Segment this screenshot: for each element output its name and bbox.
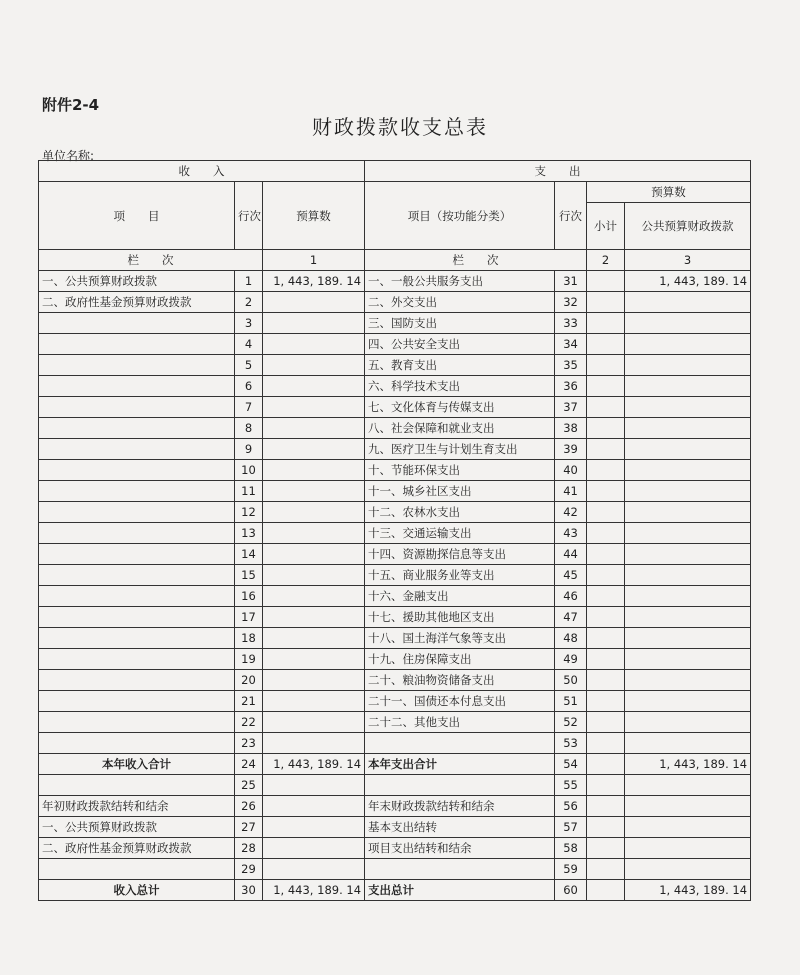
income-item-cell bbox=[39, 502, 235, 523]
income-budget-cell bbox=[263, 712, 365, 733]
public-budget-cell bbox=[625, 775, 751, 796]
table-row bbox=[39, 460, 751, 481]
income-row-no-cell: 24 bbox=[235, 754, 263, 775]
income-budget-cell bbox=[263, 439, 365, 460]
public-budget-cell bbox=[625, 691, 751, 712]
income-item-cell: 年初财政拨款结转和结余 bbox=[39, 796, 235, 817]
public-budget-cell bbox=[625, 817, 751, 838]
table-row bbox=[39, 796, 751, 817]
subtotal-cell bbox=[587, 880, 625, 901]
expense-row-no-cell: 47 bbox=[555, 607, 587, 628]
expense-row-no-cell: 50 bbox=[555, 670, 587, 691]
public-budget-cell bbox=[625, 544, 751, 565]
income-item-cell bbox=[39, 565, 235, 586]
income-row-no-cell: 1 bbox=[235, 271, 263, 292]
income-row-no-cell: 4 bbox=[235, 334, 263, 355]
public-budget-cell bbox=[625, 502, 751, 523]
income-item-cell: 收入总计 bbox=[39, 880, 235, 901]
income-budget-cell bbox=[263, 628, 365, 649]
table-row bbox=[39, 754, 751, 775]
income-budget-cell bbox=[263, 376, 365, 397]
expense-row-no-cell: 42 bbox=[555, 502, 587, 523]
income-header: 收 入 bbox=[39, 161, 365, 182]
income-item-cell: 二、政府性基金预算财政拨款 bbox=[39, 838, 235, 859]
income-budget-cell bbox=[263, 733, 365, 754]
row-no-header: 行次 bbox=[235, 182, 263, 250]
public-budget-cell bbox=[625, 439, 751, 460]
expense-row-no-cell: 53 bbox=[555, 733, 587, 754]
income-item-cell bbox=[39, 313, 235, 334]
income-item-cell bbox=[39, 397, 235, 418]
expense-item-cell: 基本支出结转 bbox=[365, 817, 555, 838]
subtotal-cell bbox=[587, 607, 625, 628]
expense-item-cell: 十一、城乡社区支出 bbox=[365, 481, 555, 502]
expense-row-no-cell: 48 bbox=[555, 628, 587, 649]
subtotal-cell bbox=[587, 313, 625, 334]
income-row-no-cell: 16 bbox=[235, 586, 263, 607]
public-budget-cell bbox=[625, 628, 751, 649]
expense-row-no-cell: 60 bbox=[555, 880, 587, 901]
income-row-no-cell: 23 bbox=[235, 733, 263, 754]
expense-item-cell: 二十、粮油物资储备支出 bbox=[365, 670, 555, 691]
expense-row-no-cell: 37 bbox=[555, 397, 587, 418]
expense-item-cell: 八、社会保障和就业支出 bbox=[365, 418, 555, 439]
subtotal-cell bbox=[587, 376, 625, 397]
expense-item-cell: 三、国防支出 bbox=[365, 313, 555, 334]
income-item-cell bbox=[39, 523, 235, 544]
table-row bbox=[39, 691, 751, 712]
expense-row-no-cell: 55 bbox=[555, 775, 587, 796]
subtotal-cell bbox=[587, 523, 625, 544]
public-budget-cell bbox=[625, 607, 751, 628]
subtotal-cell bbox=[587, 670, 625, 691]
expense-row-no-cell: 58 bbox=[555, 838, 587, 859]
expense-item-cell: 支出总计 bbox=[365, 880, 555, 901]
income-row-no-cell: 28 bbox=[235, 838, 263, 859]
table-row bbox=[39, 481, 751, 502]
public-budget-cell: 1, 443, 189. 14 bbox=[625, 271, 751, 292]
budget-header: 预算数 bbox=[263, 182, 365, 250]
subtotal-cell bbox=[587, 418, 625, 439]
income-item-cell bbox=[39, 418, 235, 439]
subtotal-cell bbox=[587, 712, 625, 733]
header-row-2 bbox=[39, 182, 751, 203]
income-budget-cell bbox=[263, 775, 365, 796]
expense-row-no-cell: 45 bbox=[555, 565, 587, 586]
income-item-cell bbox=[39, 670, 235, 691]
expense-row-no-cell: 39 bbox=[555, 439, 587, 460]
income-item-cell bbox=[39, 607, 235, 628]
public-budget-cell bbox=[625, 565, 751, 586]
table-row bbox=[39, 502, 751, 523]
income-budget-cell: 1, 443, 189. 14 bbox=[263, 880, 365, 901]
subtotal-cell bbox=[587, 544, 625, 565]
public-budget-cell bbox=[625, 586, 751, 607]
income-row-no-cell: 7 bbox=[235, 397, 263, 418]
income-budget-cell bbox=[263, 502, 365, 523]
table-row bbox=[39, 649, 751, 670]
subtotal-cell bbox=[587, 334, 625, 355]
income-budget-cell bbox=[263, 838, 365, 859]
expense-row-no-cell: 31 bbox=[555, 271, 587, 292]
table-row bbox=[39, 712, 751, 733]
expense-item-cell bbox=[365, 859, 555, 880]
expense-row-no-cell: 44 bbox=[555, 544, 587, 565]
expense-item-cell: 年末财政拨款结转和结余 bbox=[365, 796, 555, 817]
page-title: 财政拨款收支总表 bbox=[312, 115, 488, 139]
income-row-no-cell: 30 bbox=[235, 880, 263, 901]
income-item-cell bbox=[39, 460, 235, 481]
expense-item-cell: 十八、国土海洋气象等支出 bbox=[365, 628, 555, 649]
expense-row-no-cell: 54 bbox=[555, 754, 587, 775]
expense-column-label: 栏 次 bbox=[365, 250, 587, 271]
header-row-1 bbox=[39, 161, 751, 182]
public-budget-cell bbox=[625, 397, 751, 418]
income-item-cell bbox=[39, 355, 235, 376]
income-budget-cell bbox=[263, 460, 365, 481]
income-budget-cell bbox=[263, 334, 365, 355]
income-budget-cell bbox=[263, 691, 365, 712]
public-budget-cell bbox=[625, 460, 751, 481]
public-budget-cell bbox=[625, 859, 751, 880]
expense-item-cell: 四、公共安全支出 bbox=[365, 334, 555, 355]
public-budget-cell: 1, 443, 189. 14 bbox=[625, 880, 751, 901]
subtotal-cell bbox=[587, 439, 625, 460]
income-item-cell bbox=[39, 481, 235, 502]
table-row bbox=[39, 439, 751, 460]
income-row-no-cell: 29 bbox=[235, 859, 263, 880]
subtotal-cell bbox=[587, 355, 625, 376]
income-row-no-cell: 17 bbox=[235, 607, 263, 628]
expense-item-cell: 七、文化体育与传媒支出 bbox=[365, 397, 555, 418]
public-budget-cell bbox=[625, 334, 751, 355]
table-row bbox=[39, 775, 751, 796]
income-row-no-cell: 14 bbox=[235, 544, 263, 565]
income-row-no-cell: 21 bbox=[235, 691, 263, 712]
subtotal-cell bbox=[587, 502, 625, 523]
income-row-no-cell: 25 bbox=[235, 775, 263, 796]
income-row-no-cell: 8 bbox=[235, 418, 263, 439]
subtotal-cell bbox=[587, 271, 625, 292]
subtotal-header: 小计 bbox=[587, 203, 625, 250]
income-row-no-cell: 22 bbox=[235, 712, 263, 733]
income-row-no-cell: 9 bbox=[235, 439, 263, 460]
income-budget-cell bbox=[263, 565, 365, 586]
income-item-cell bbox=[39, 712, 235, 733]
table-row bbox=[39, 565, 751, 586]
expense-row-no-cell: 38 bbox=[555, 418, 587, 439]
expense-row-no-cell: 51 bbox=[555, 691, 587, 712]
expense-item-cell bbox=[365, 733, 555, 754]
expense-item-cell: 二、外交支出 bbox=[365, 292, 555, 313]
public-budget-cell bbox=[625, 376, 751, 397]
table-row bbox=[39, 628, 751, 649]
income-row-no-cell: 3 bbox=[235, 313, 263, 334]
expense-item-cell: 十九、住房保障支出 bbox=[365, 649, 555, 670]
income-item-cell: 一、公共预算财政拨款 bbox=[39, 817, 235, 838]
expense-item-cell: 十七、援助其他地区支出 bbox=[365, 607, 555, 628]
subtotal-cell bbox=[587, 838, 625, 859]
expense-item-cell: 九、医疗卫生与计划生育支出 bbox=[365, 439, 555, 460]
expense-budget-header: 预算数 bbox=[587, 182, 751, 203]
expense-row-no-cell: 49 bbox=[555, 649, 587, 670]
public-budget-cell bbox=[625, 418, 751, 439]
income-item-cell: 二、政府性基金预算财政拨款 bbox=[39, 292, 235, 313]
subtotal-cell bbox=[587, 292, 625, 313]
attachment-label: 附件2-4 bbox=[42, 96, 100, 114]
column-3: 3 bbox=[625, 250, 751, 271]
public-budget-cell: 1, 443, 189. 14 bbox=[625, 754, 751, 775]
subtotal-cell bbox=[587, 481, 625, 502]
expense-row-no-cell: 41 bbox=[555, 481, 587, 502]
income-row-no-cell: 11 bbox=[235, 481, 263, 502]
subtotal-cell bbox=[587, 628, 625, 649]
public-budget-cell bbox=[625, 481, 751, 502]
income-budget-cell bbox=[263, 607, 365, 628]
subtotal-cell bbox=[587, 859, 625, 880]
income-row-no-cell: 13 bbox=[235, 523, 263, 544]
income-item-cell: 一、公共预算财政拨款 bbox=[39, 271, 235, 292]
public-budget-cell bbox=[625, 733, 751, 754]
income-budget-cell bbox=[263, 481, 365, 502]
table-row bbox=[39, 733, 751, 754]
expense-item-cell: 十、节能环保支出 bbox=[365, 460, 555, 481]
public-budget-cell bbox=[625, 649, 751, 670]
table-row bbox=[39, 670, 751, 691]
income-item-cell bbox=[39, 544, 235, 565]
expense-row-no-cell: 56 bbox=[555, 796, 587, 817]
expense-item-cell: 十二、农林水支出 bbox=[365, 502, 555, 523]
expense-row-no-cell: 52 bbox=[555, 712, 587, 733]
subtotal-cell bbox=[587, 796, 625, 817]
subtotal-cell bbox=[587, 733, 625, 754]
expense-item-cell: 二十一、国债还本付息支出 bbox=[365, 691, 555, 712]
income-item-cell bbox=[39, 733, 235, 754]
income-budget-cell bbox=[263, 313, 365, 334]
expense-row-no-cell: 33 bbox=[555, 313, 587, 334]
expense-row-no-cell: 57 bbox=[555, 817, 587, 838]
income-row-no-cell: 18 bbox=[235, 628, 263, 649]
income-item-cell bbox=[39, 628, 235, 649]
income-row-no-cell: 27 bbox=[235, 817, 263, 838]
expense-row-no-header: 行次 bbox=[555, 182, 587, 250]
public-budget-cell bbox=[625, 355, 751, 376]
income-row-no-cell: 26 bbox=[235, 796, 263, 817]
item-header: 项 目 bbox=[39, 182, 235, 250]
table-row bbox=[39, 859, 751, 880]
expense-row-no-cell: 40 bbox=[555, 460, 587, 481]
income-budget-cell bbox=[263, 292, 365, 313]
public-budget-cell bbox=[625, 712, 751, 733]
income-row-no-cell: 12 bbox=[235, 502, 263, 523]
income-item-cell bbox=[39, 334, 235, 355]
table-row bbox=[39, 313, 751, 334]
table-row bbox=[39, 607, 751, 628]
budget-summary-table bbox=[38, 160, 751, 901]
expense-item-cell: 本年支出合计 bbox=[365, 754, 555, 775]
income-item-cell bbox=[39, 775, 235, 796]
income-budget-cell: 1, 443, 189. 14 bbox=[263, 754, 365, 775]
income-row-no-cell: 20 bbox=[235, 670, 263, 691]
income-budget-cell bbox=[263, 523, 365, 544]
table-row bbox=[39, 271, 751, 292]
table-row bbox=[39, 355, 751, 376]
income-item-cell bbox=[39, 649, 235, 670]
expense-item-cell: 十六、金融支出 bbox=[365, 586, 555, 607]
column-1: 1 bbox=[263, 250, 365, 271]
expense-item-cell: 一、一般公共服务支出 bbox=[365, 271, 555, 292]
public-budget-cell bbox=[625, 670, 751, 691]
expense-row-no-cell: 43 bbox=[555, 523, 587, 544]
income-row-no-cell: 19 bbox=[235, 649, 263, 670]
public-budget-cell bbox=[625, 796, 751, 817]
table-row bbox=[39, 292, 751, 313]
expense-item-cell: 六、科学技术支出 bbox=[365, 376, 555, 397]
income-row-no-cell: 10 bbox=[235, 460, 263, 481]
income-item-cell bbox=[39, 691, 235, 712]
expense-item-cell: 十四、资源勘探信息等支出 bbox=[365, 544, 555, 565]
income-budget-cell bbox=[263, 418, 365, 439]
public-budget-cell bbox=[625, 523, 751, 544]
income-budget-cell bbox=[263, 670, 365, 691]
subtotal-cell bbox=[587, 775, 625, 796]
subtotal-cell bbox=[587, 565, 625, 586]
expense-item-cell: 十三、交通运输支出 bbox=[365, 523, 555, 544]
income-budget-cell bbox=[263, 649, 365, 670]
income-row-no-cell: 5 bbox=[235, 355, 263, 376]
income-row-no-cell: 2 bbox=[235, 292, 263, 313]
income-budget-cell: 1, 443, 189. 14 bbox=[263, 271, 365, 292]
income-item-cell: 本年收入合计 bbox=[39, 754, 235, 775]
public-budget-cell bbox=[625, 313, 751, 334]
table-row bbox=[39, 586, 751, 607]
income-item-cell bbox=[39, 586, 235, 607]
subtotal-cell bbox=[587, 397, 625, 418]
income-budget-cell bbox=[263, 397, 365, 418]
income-row-no-cell: 15 bbox=[235, 565, 263, 586]
expense-item-cell: 项目支出结转和结余 bbox=[365, 838, 555, 859]
table-row bbox=[39, 376, 751, 397]
table-row bbox=[39, 817, 751, 838]
table-row bbox=[39, 418, 751, 439]
income-budget-cell bbox=[263, 355, 365, 376]
table-row bbox=[39, 334, 751, 355]
income-row-no-cell: 6 bbox=[235, 376, 263, 397]
expense-row-no-cell: 35 bbox=[555, 355, 587, 376]
income-budget-cell bbox=[263, 796, 365, 817]
subtotal-cell bbox=[587, 691, 625, 712]
expense-item-cell: 二十二、其他支出 bbox=[365, 712, 555, 733]
unit-name-label: 单位名称: bbox=[42, 149, 95, 163]
public-budget-cell bbox=[625, 292, 751, 313]
expense-header: 支 出 bbox=[365, 161, 751, 182]
public-budget-cell bbox=[625, 838, 751, 859]
column-label: 栏 次 bbox=[39, 250, 263, 271]
income-item-cell bbox=[39, 376, 235, 397]
expense-item-cell bbox=[365, 775, 555, 796]
column-index-row bbox=[39, 250, 751, 271]
income-item-cell bbox=[39, 439, 235, 460]
income-budget-cell bbox=[263, 859, 365, 880]
expense-row-no-cell: 46 bbox=[555, 586, 587, 607]
subtotal-cell bbox=[587, 649, 625, 670]
subtotal-cell bbox=[587, 817, 625, 838]
expense-row-no-cell: 36 bbox=[555, 376, 587, 397]
expense-row-no-cell: 34 bbox=[555, 334, 587, 355]
column-2: 2 bbox=[587, 250, 625, 271]
income-budget-cell bbox=[263, 817, 365, 838]
expense-item-cell: 十五、商业服务业等支出 bbox=[365, 565, 555, 586]
table-row bbox=[39, 838, 751, 859]
public-budget-header: 公共预算财政拨款 bbox=[625, 203, 751, 250]
expense-row-no-cell: 32 bbox=[555, 292, 587, 313]
income-budget-cell bbox=[263, 544, 365, 565]
subtotal-cell bbox=[587, 460, 625, 481]
expense-row-no-cell: 59 bbox=[555, 859, 587, 880]
expense-item-header: 项目（按功能分类） bbox=[365, 182, 555, 250]
table-row bbox=[39, 523, 751, 544]
table-row bbox=[39, 880, 751, 901]
expense-item-cell: 五、教育支出 bbox=[365, 355, 555, 376]
table-row bbox=[39, 397, 751, 418]
subtotal-cell bbox=[587, 586, 625, 607]
subtotal-cell bbox=[587, 754, 625, 775]
table-row bbox=[39, 544, 751, 565]
income-item-cell bbox=[39, 859, 235, 880]
income-budget-cell bbox=[263, 586, 365, 607]
